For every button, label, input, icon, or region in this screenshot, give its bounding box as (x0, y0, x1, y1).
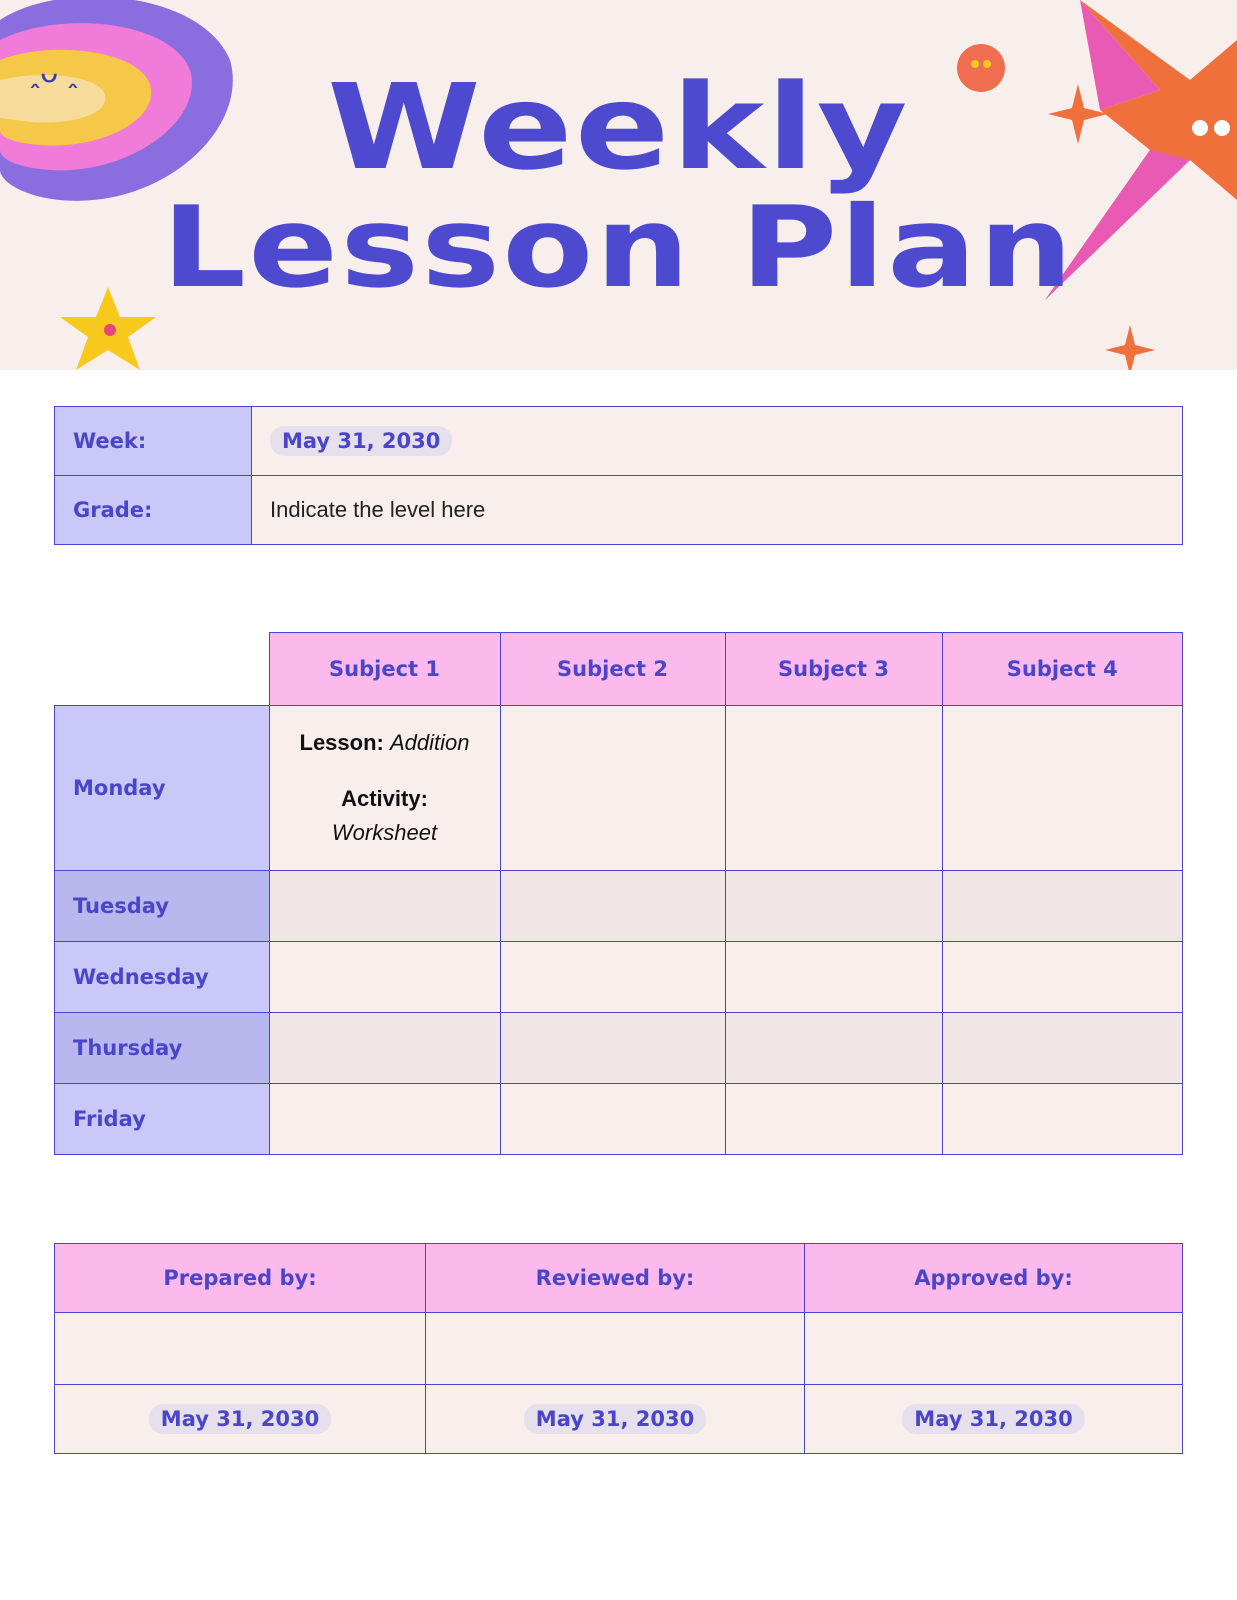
week-date[interactable]: May 31, 2030 (270, 426, 452, 456)
day-label-tuesday: Tuesday (55, 871, 270, 942)
monday-subject-1-cell[interactable] (269, 706, 500, 871)
grade-row (55, 476, 1183, 545)
activity-label: Activity: (341, 786, 428, 811)
signoff-header-row (55, 1244, 1183, 1313)
thursday-subject-3-cell[interactable] (725, 1013, 942, 1084)
tuesday-subject-2-cell[interactable] (500, 871, 725, 942)
activity-value: Worksheet (331, 820, 438, 845)
thursday-subject-4-cell[interactable] (942, 1013, 1183, 1084)
tuesday-subject-3-cell[interactable] (725, 871, 942, 942)
reviewed-by-header: Reviewed by: (426, 1244, 805, 1313)
signature-row (55, 1313, 1183, 1385)
tuesday-row (55, 871, 1183, 942)
approved-by-date-cell (805, 1385, 1183, 1454)
subject-2-header: Subject 2 (500, 633, 725, 706)
signoff-date-row (55, 1385, 1183, 1454)
friday-subject-3-cell[interactable] (725, 1084, 942, 1155)
subject-3-header: Subject 3 (725, 633, 942, 706)
friday-row (55, 1084, 1183, 1155)
wednesday-subject-4-cell[interactable] (942, 942, 1183, 1013)
reviewed-by-date[interactable]: May 31, 2030 (524, 1404, 706, 1434)
wednesday-subject-3-cell[interactable] (725, 942, 942, 1013)
grade-label: Grade: (55, 476, 252, 545)
thursday-row (55, 1013, 1183, 1084)
tuesday-subject-4-cell[interactable] (942, 871, 1183, 942)
prepared-by-date[interactable]: May 31, 2030 (149, 1404, 331, 1434)
week-value-cell[interactable] (252, 407, 1183, 476)
svg-text:ꞈᴗ ꞈ: ꞈᴗ ꞈ (30, 55, 78, 90)
lesson-label: Lesson: (299, 730, 384, 755)
approved-by-header: Approved by: (805, 1244, 1183, 1313)
signoff-table (54, 1243, 1183, 1454)
prepared-by-signature[interactable] (55, 1313, 426, 1385)
approved-by-signature[interactable] (805, 1313, 1183, 1385)
lesson-plan-table (54, 632, 1183, 1155)
title-line-1: Weekly (327, 58, 910, 196)
subject-header-row (55, 633, 1183, 706)
wednesday-row (55, 942, 1183, 1013)
thursday-subject-2-cell[interactable] (500, 1013, 725, 1084)
monday-row (55, 706, 1183, 871)
tuesday-subject-1-cell[interactable] (269, 871, 500, 942)
thursday-subject-1-cell[interactable] (269, 1013, 500, 1084)
week-label: Week: (55, 407, 252, 476)
friday-subject-1-cell[interactable] (269, 1084, 500, 1155)
subject-4-header: Subject 4 (942, 633, 1183, 706)
lesson-value: Addition (389, 730, 470, 755)
prepared-by-date-cell (55, 1385, 426, 1454)
title-line-2: Lesson Plan (161, 183, 1076, 313)
wednesday-subject-1-cell[interactable] (269, 942, 500, 1013)
corner-cell (55, 633, 270, 706)
monday-subject-4-cell[interactable] (942, 706, 1183, 871)
friday-subject-2-cell[interactable] (500, 1084, 725, 1155)
day-label-thursday: Thursday (55, 1013, 270, 1084)
week-row (55, 407, 1183, 476)
prepared-by-header: Prepared by: (55, 1244, 426, 1313)
wednesday-subject-2-cell[interactable] (500, 942, 725, 1013)
monday-subject-2-cell[interactable] (500, 706, 725, 871)
day-label-wednesday: Wednesday (55, 942, 270, 1013)
info-table (54, 406, 1183, 545)
subject-1-header: Subject 1 (269, 633, 500, 706)
day-label-friday: Friday (55, 1084, 270, 1155)
small-star-illustration (1105, 325, 1155, 370)
monday-subject-3-cell[interactable] (725, 706, 942, 871)
reviewed-by-signature[interactable] (426, 1313, 805, 1385)
grade-value[interactable]: Indicate the level here (252, 476, 1183, 545)
header-banner (0, 0, 1237, 370)
approved-by-date[interactable]: May 31, 2030 (902, 1404, 1084, 1434)
friday-subject-4-cell[interactable] (942, 1084, 1183, 1155)
day-label-monday: Monday (55, 706, 270, 871)
reviewed-by-date-cell (426, 1385, 805, 1454)
